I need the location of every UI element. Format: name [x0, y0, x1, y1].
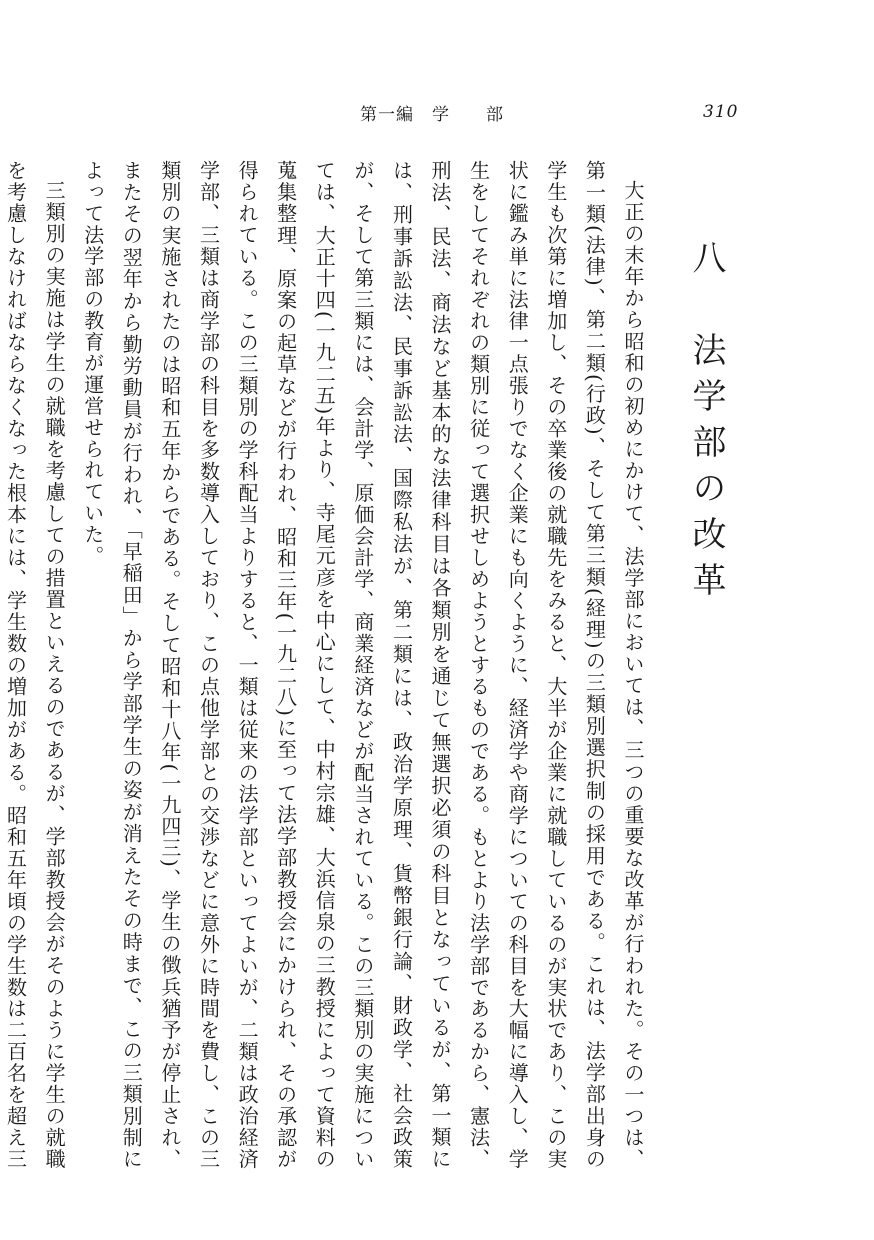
section-heading: 八 法学部の改革 [686, 240, 726, 608]
body-paragraph-2: 三類別の実施は学生の就職を考慮しての措置といえるのであるが、学部教授会がそのように学生の就職を考慮しなければならなくなった根本には、学生数の増加がある。昭和五年頃の学生数は二百名を超え三 [3, 160, 67, 1170]
running-head: 第一編 学 部 [360, 105, 504, 125]
page-number: 310 [703, 102, 739, 122]
body-paragraph-1: 大正の末年から昭和の初めにかけて、法学部においては、三つの重要な改革が行われた。その一つは、第一類(法律)、第二類(行政)、そして第三類(経理)の三類別選択制の採用である。これは、法学部出身の学生も次第に増加し、その卒業後の就職先をみると、大半が企業に就職しているのが実状であり、この実状に鑑み単に法律一点張りでなく企業にも向くように、経済学や商学についての科目を大幅に導入し、学生をしてそれぞれの類別に従って選択せしめようとするものである。もとより法学部であるから、憲法、刑法、民法、商法など基本的な法律科目は各類別を通じて無選択必須の科目となっているが、第一類には、刑事訴訟法、民事訴訟法、国際私法が、第二類には、政治学原理、貨幣銀行論、財政学、社会政策が、そして第三類には、会計学、原価会計学、商業経済などが配当されている。この三類別の実施については、大正十四(一九二五)年より、寺尾元彦を中心にして、中村宗雄、大浜信泉の三教授によって資料の蒐集整理、原案の起草などが行われ、昭和三年(一九二八)に至って法学部教授会にかけられ、その承認が得られている。この三類別の学科配当よりすると、一類は従来の法学部といってよいが、二類は政治経済学部、三類は商学部の科目を多数導入しており、この点他学部との交渉などに意外に時間を費し、この三類別の実施されたのは昭和五年からである。そして昭和十八年(一九四三)、学生の徴兵猶予が停止され、またその翌年から勤労動員が行われ、「早稲田」から学部学生の姿が消えたその時まで、この三類別制によって法学部の教育が運営せられていた。 [80, 160, 645, 1170]
body-text [0, 160, 652, 1170]
